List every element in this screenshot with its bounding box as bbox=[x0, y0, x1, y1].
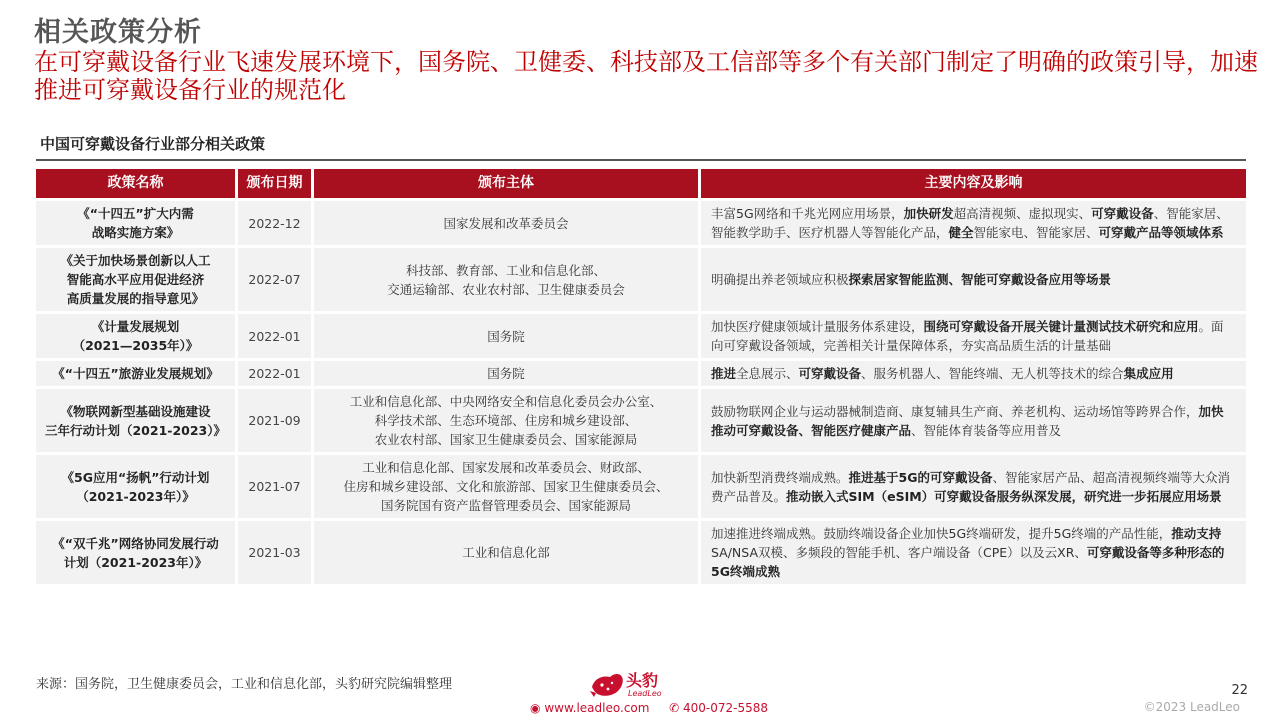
policy-name-line: 《关于加快场景创新以人工 bbox=[60, 253, 211, 268]
content-highlight: 健全 bbox=[948, 225, 974, 240]
content-highlight: 推动支持 bbox=[1171, 526, 1222, 541]
policy-name-cell bbox=[36, 521, 238, 584]
policy-name-line: 《物联网新型基础设施建设 bbox=[60, 403, 211, 419]
issuer-line: 住房和城乡建设部、文化和旅游部、国家卫生健康委员会、 bbox=[343, 479, 669, 494]
column-header-date: 颁布日期 bbox=[238, 169, 314, 198]
phone-number: 400-072-5588 bbox=[683, 701, 769, 715]
policy-issuer-cell bbox=[314, 389, 701, 452]
content-highlight: 可穿戴设备 bbox=[1091, 206, 1154, 221]
content-text: 、智能体育装备等应用普及 bbox=[911, 422, 1062, 438]
table-row bbox=[36, 361, 1246, 386]
table-header-row bbox=[36, 169, 1246, 198]
policy-date-cell: 2022-07 bbox=[238, 248, 314, 311]
table-row bbox=[36, 248, 1246, 311]
table-body bbox=[36, 201, 1246, 584]
content-highlight: 围绕可穿戴设备开展关键计量测试技术研究和应用 bbox=[923, 319, 1199, 334]
policy-name-cell bbox=[36, 361, 238, 386]
policy-name-line: （2021—2035年）》 bbox=[72, 338, 199, 353]
content-text: 超高清视频、虚拟现实、 bbox=[953, 206, 1092, 221]
table-row bbox=[36, 201, 1246, 245]
content-text: 加速推进终端成熟。鼓励终端设备企业加快5G终端研发，提升5G终端的产品性能， bbox=[711, 526, 1172, 541]
content-text: 鼓励物联网企业与运动器械制造商、康复辅具生产商、养老机构、运动场馆等跨界合作， bbox=[711, 403, 1199, 419]
table-title-rule bbox=[36, 159, 1246, 161]
policy-name-cell bbox=[36, 248, 238, 311]
policy-date-cell: 2022-01 bbox=[238, 361, 314, 386]
column-header-content: 主要内容及影响 bbox=[701, 169, 1246, 198]
column-header-policy-name: 政策名称 bbox=[36, 169, 238, 198]
policy-name-line: 《5G应用“扬帆”行动计划 bbox=[61, 469, 210, 485]
content-highlight: 可穿戴产品等领域体系 bbox=[1098, 225, 1224, 240]
policy-issuer-cell bbox=[314, 314, 701, 358]
issuer-line: 科技部、教育部、工业和信息化部、 bbox=[405, 262, 606, 278]
issuer-line: 国家发展和改革委员会 bbox=[443, 215, 569, 231]
content-highlight: 推进基于5G的可穿戴设备 bbox=[848, 469, 993, 485]
policy-issuer-cell bbox=[314, 521, 701, 584]
content-highlight: 可穿戴设备 bbox=[798, 366, 862, 381]
copyright: ©2023 LeadLeo bbox=[1143, 700, 1240, 714]
policy-name-line: 《“十四五”扩大内需 bbox=[77, 206, 194, 221]
content-highlight: 推进 bbox=[711, 366, 737, 381]
contact-bar bbox=[530, 701, 768, 715]
policy-content-cell bbox=[701, 455, 1246, 518]
content-text: 全息展示、 bbox=[736, 366, 799, 381]
policy-issuer-cell bbox=[314, 455, 701, 518]
page-subtitle: 在可穿戴设备行业飞速发展环境下，国务院、卫健委、科技部及工信部等多个有关部门制定了明确的政策引导，加速推进可穿戴设备行业的规范化 bbox=[34, 48, 1258, 104]
website-link[interactable]: www.leadleo.com bbox=[544, 701, 650, 715]
content-highlight: 推动嵌入式SIM（eSIM）可穿戴设备服务纵深发展，研究进一步拓展应用场景 bbox=[786, 488, 1222, 504]
policy-date-cell: 2021-03 bbox=[238, 521, 314, 584]
table-title: 中国可穿戴设备行业部分相关政策 bbox=[40, 135, 266, 153]
table-row bbox=[36, 455, 1246, 518]
policy-name-line: 高质量发展的指导意见》 bbox=[66, 291, 205, 306]
content-text: 。面向可穿戴设备领域，完善相关计量保障体系，夯实高品质生活的计量基础 bbox=[711, 319, 1224, 353]
issuer-line: 工业和信息化部 bbox=[462, 545, 550, 560]
policy-name-line: （2021-2023年）》 bbox=[76, 488, 195, 504]
content-text: 明确提出养老领域应积极 bbox=[711, 272, 849, 287]
policy-date-cell: 2022-01 bbox=[238, 314, 314, 358]
policy-date-cell: 2022-12 bbox=[238, 201, 314, 245]
policy-name-cell bbox=[36, 389, 238, 452]
policy-name-cell bbox=[36, 314, 238, 358]
policy-content-cell bbox=[701, 521, 1246, 584]
table-row bbox=[36, 314, 1246, 358]
content-highlight: 加快推动可穿戴设备、智能医疗健康产品 bbox=[711, 403, 1224, 438]
content-text: 、智能家居、智能教学助手、医疗机器人等智能化产品， bbox=[711, 206, 1229, 240]
content-text: 加快医疗健康领域计量服务体系建设， bbox=[711, 319, 924, 334]
phone-icon: ✆ bbox=[669, 701, 680, 715]
column-header-issuer: 颁布主体 bbox=[314, 169, 701, 198]
content-text: 、智能家居产品、超高清视频终端等大众消费产品普及。 bbox=[711, 469, 1230, 504]
policy-table bbox=[36, 166, 1246, 587]
policy-name-line: 智能高水平应用促进经济 bbox=[66, 272, 205, 287]
content-text: 丰富5G网络和千兆光网应用场景， bbox=[711, 206, 904, 221]
content-highlight: 加快研发 bbox=[903, 206, 954, 221]
content-highlight: 可穿戴设备等多种形态的5G终端成熟 bbox=[711, 545, 1225, 579]
content-highlight: 集成应用 bbox=[1123, 366, 1174, 381]
page-number: 22 bbox=[1231, 683, 1248, 698]
issuer-line: 科学技术部、生态环境部、住房和城乡建设部、 bbox=[374, 413, 638, 428]
policy-name-line: 《“双千兆”网络协同发展行动 bbox=[52, 535, 219, 551]
content-text: 智能家电、智能家居、 bbox=[973, 225, 1099, 240]
policy-date-cell: 2021-09 bbox=[238, 389, 314, 452]
content-text: SA/NSA双模、多频段的智能手机、客户端设备（CPE）以及云XR、 bbox=[711, 545, 1087, 560]
issuer-line: 国务院 bbox=[487, 328, 525, 344]
table-row bbox=[36, 389, 1246, 452]
issuer-line: 工业和信息化部、国家发展和改革委员会、财政部、 bbox=[362, 460, 650, 475]
policy-issuer-cell bbox=[314, 361, 701, 386]
issuer-line: 交通运输部、农业农村部、卫生健康委员会 bbox=[387, 281, 625, 297]
policy-content-cell bbox=[701, 201, 1246, 245]
policy-name-line: 《计量发展规划 bbox=[91, 319, 180, 334]
globe-icon: ◉ bbox=[530, 701, 541, 715]
policy-content-cell bbox=[701, 389, 1246, 452]
issuer-line: 国务院国有资产监督管理委员会、国家能源局 bbox=[380, 498, 631, 513]
policy-content-cell bbox=[701, 248, 1246, 311]
issuer-line: 工业和信息化部、中央网络安全和信息化委员会办公室、 bbox=[349, 394, 663, 409]
policy-date-cell: 2021-07 bbox=[238, 455, 314, 518]
source-note: 来源：国务院，卫生健康委员会，工业和信息化部，头豹研究院编辑整理 bbox=[36, 677, 453, 692]
page-title: 相关政策分析 bbox=[34, 17, 202, 48]
content-highlight: 探索居家智能监测、智能可穿戴设备应用等场景 bbox=[848, 272, 1112, 287]
content-text: 、服务机器人、智能终端、无人机等技术的综合 bbox=[861, 366, 1124, 381]
issuer-line: 国务院 bbox=[487, 366, 525, 381]
issuer-line: 农业农村部、国家卫生健康委员会、国家能源局 bbox=[374, 432, 638, 447]
policy-content-cell bbox=[701, 314, 1246, 358]
policy-name-line: 《“十四五”旅游业发展规划》 bbox=[52, 366, 219, 381]
policy-name-line: 三年行动计划（2021-2023）》 bbox=[44, 422, 227, 438]
policy-issuer-cell bbox=[314, 201, 701, 245]
policy-issuer-cell bbox=[314, 248, 701, 311]
policy-name-cell bbox=[36, 455, 238, 518]
policy-name-cell bbox=[36, 201, 238, 245]
policy-content-cell bbox=[701, 361, 1246, 386]
table-row bbox=[36, 521, 1246, 584]
policy-name-line: 战略实施方案》 bbox=[91, 225, 180, 240]
logo-subtext: LeadLeo bbox=[628, 689, 662, 698]
content-text: 加快新型消费终端成熟。 bbox=[711, 469, 849, 485]
policy-name-line: 计划（2021-2023年）》 bbox=[63, 554, 208, 570]
logo-text: 头豹 bbox=[626, 671, 659, 690]
